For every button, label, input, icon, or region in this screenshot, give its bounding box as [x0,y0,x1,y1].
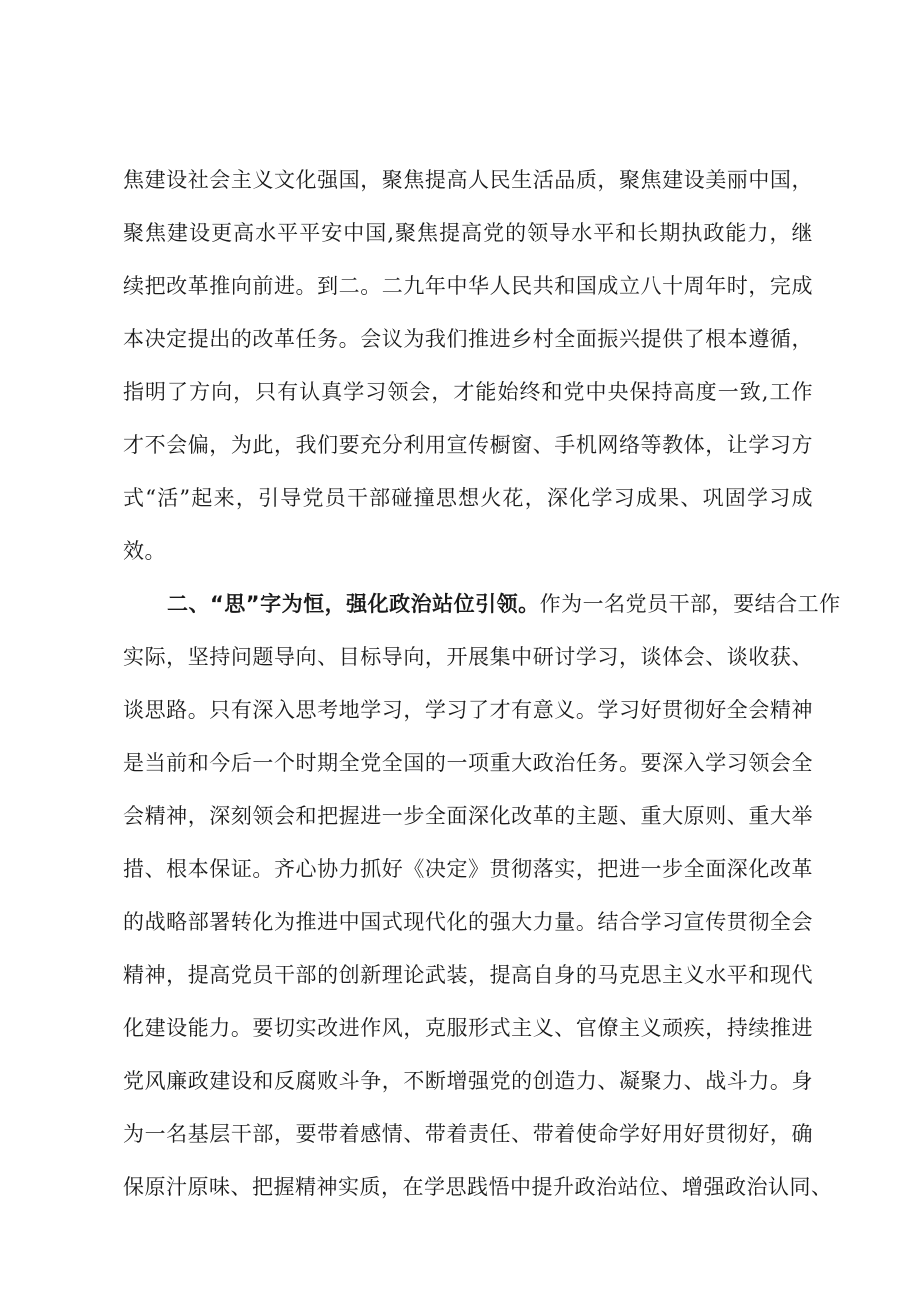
section-2-heading: 二、“思”字为恒，强化政治站位引领。 [167,592,540,616]
paragraph-line: 为一名基层干部，要带着感情、带着责任、带着使命学好用好贯彻好，确 [123,1122,813,1146]
paragraph-line: 化建设能力。要切实改进作风，克服形式主义、官僚主义顽疾，持续推进 [123,1016,813,1040]
paragraph-line: 本决定提出的改革任务。会议为我们推进乡村全面振兴提供了根本遵循， [123,327,813,351]
section-2-first-line [167,584,841,624]
paragraph-line: 实际，坚持问题导向、目标导向，开展集中研讨学习，谈体会、谈收获、 [123,645,813,669]
paragraph-line: 措、根本保证。齐心协力抓好《决定》贯彻落实，把进一步全面深化改革 [123,857,813,881]
paragraph-line: 作为一名党员干部，要结合工作 [539,592,841,616]
paragraph-line: 保原汁原味、把握精神实质，在学思践悟中提升政治站位、增强政治认同、 [123,1175,833,1199]
paragraph-line: 聚焦建设更高水平平安中国,聚焦提高党的领导水平和长期执政能力，继 [123,221,813,245]
paragraph-line: 指明了方向，只有认真学习领会，才能始终和党中央保持高度一致,工作 [123,380,813,404]
paragraph-line: 谈思路。只有深入思考地学习，学习了才有意义。学习好贯彻好全会精神 [123,698,813,722]
paragraph-line: 才不会偏，为此，我们要充分利用宣传橱窗、手机网络等教体，让学习方 [123,433,813,457]
paragraph-line: 焦建设社会主义文化强国，聚焦提高人民生活品质，聚焦建设美丽中国， [123,168,813,192]
paragraph-line: 党风廉政建设和反腐败斗争，不断增强党的创造力、凝聚力、战斗力。身 [123,1069,813,1093]
paragraph-line: 效。 [123,539,166,563]
paragraph-line: 式“活”起来，引导党员干部碰撞思想火花，深化学习成果、巩固学习成 [123,486,813,510]
paragraph-line: 会精神，深刻领会和把握进一步全面深化改革的主题、重大原则、重大举 [123,804,813,828]
paragraph-line: 是当前和今后一个时期全党全国的一项重大政治任务。要深入学习领会全 [123,751,813,775]
paragraph-line: 的战略部署转化为推进中国式现代化的强大力量。结合学习宣传贯彻全会 [123,910,813,934]
paragraph-line: 精神，提高党员干部的创新理论武装，提高自身的马克思主义水平和现代 [123,963,813,987]
paragraph-line: 续把改革推向前进。到二。二九年中华人民共和国成立八十周年时，完成 [123,274,813,298]
